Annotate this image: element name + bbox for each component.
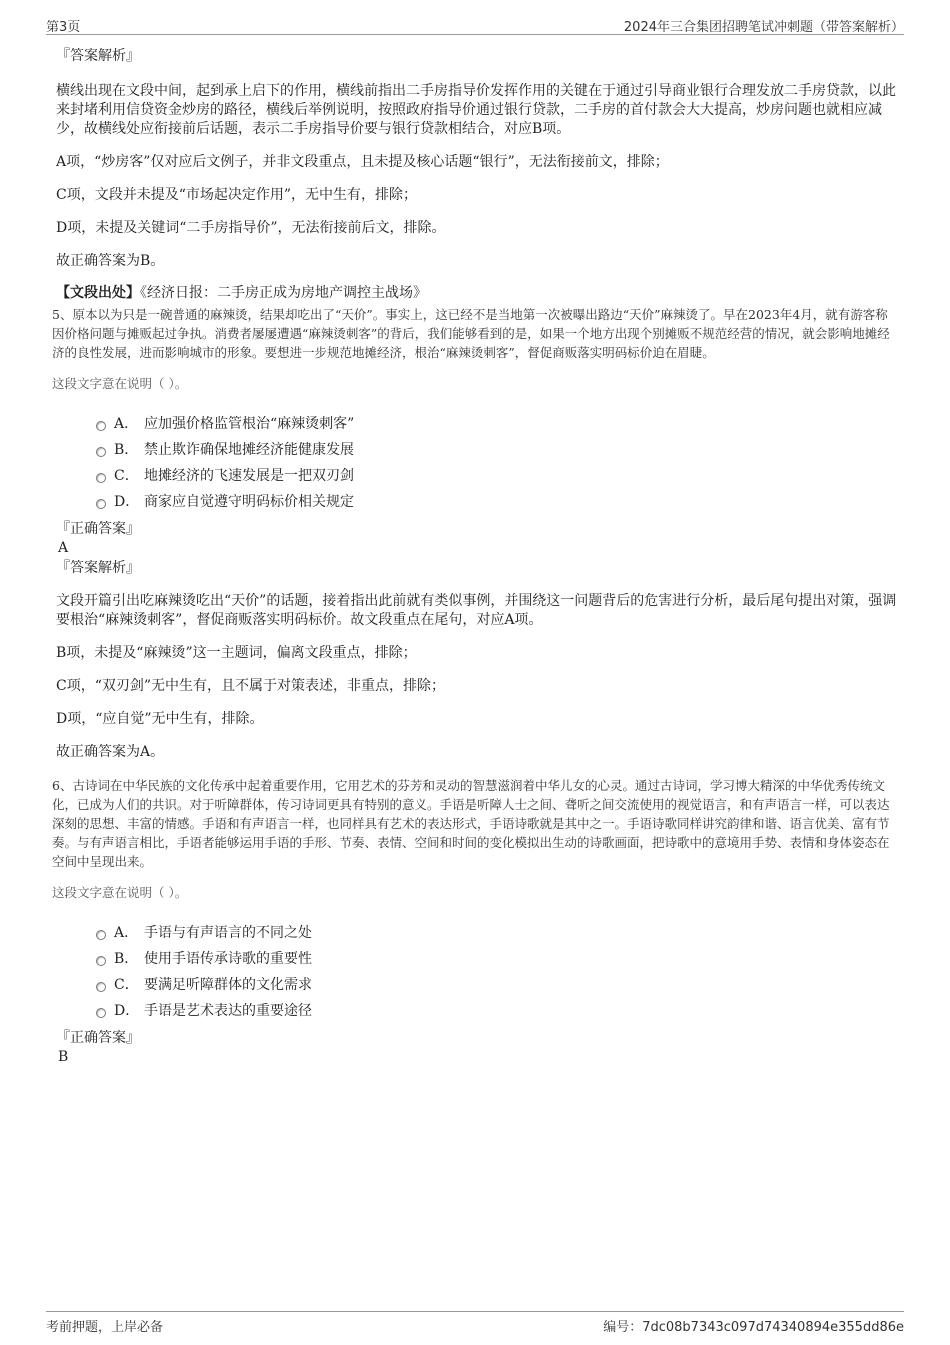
q6-correct-answer: B: [58, 1049, 69, 1065]
q4-source: [56, 283, 898, 303]
document-title: 2024年三合集团招聘笔试冲刺题（带答案解析）: [623, 20, 904, 35]
q6-correct-label: 『正确答案』: [56, 1030, 140, 1046]
q5-line-c: C项，“双刃剑”无中生有，且不属于对策表述，非重点，排除；: [56, 678, 446, 694]
q5-option-a[interactable]: A． 应加强价格监管根治“麻辣烫刺客”: [56, 411, 898, 437]
q4-line-d: D项，未提及关键词“二手房指导价”，无法衔接前后文，排除。: [56, 220, 446, 236]
q4-line-a: A项，“炒房客”仅对应后文例子，并非文段重点，且未提及核心话题“银行”，无法衔接前文，排除；: [56, 154, 669, 170]
q5-correct-answer: A: [58, 540, 69, 556]
radio-icon[interactable]: [96, 447, 106, 457]
q4-source-label: 【文段出处】: [56, 285, 140, 301]
q6-option-d[interactable]: D． 手语是艺术表达的重要途径: [56, 998, 898, 1024]
q5-option-b[interactable]: B． 禁止欺诈确保地摊经济能健康发展: [56, 437, 898, 463]
q4-conclusion: 故正确答案为B。: [56, 253, 165, 269]
q6-option-c[interactable]: C． 要满足听障群体的文化需求: [56, 972, 898, 998]
q5-line-d: D项，“应自觉”无中生有，排除。: [56, 711, 264, 727]
radio-icon[interactable]: [96, 421, 106, 431]
page-footer: [46, 1311, 904, 1334]
q5-option-c[interactable]: C． 地摊经济的飞速发展是一把双刃剑: [56, 463, 898, 489]
page-content: [52, 40, 898, 1067]
footer-slogan: 考前押题，上岸必备: [46, 1320, 164, 1335]
radio-icon[interactable]: [96, 956, 106, 966]
q4-explanation: 横线出现在文段中间，起到承上启下的作用，横线前指出二手房指导价发挥作用的关键在于通过引导商业银行合理发放二手房贷款，以此来封堵利用信贷资金炒房的路径，横线后举例说明，按照政府指导价通过银行贷款，二手房的首付款会大大提高，炒房问题也就相应减少，故横线处应衔接前后话题，表示二手房指导价要与银行贷款相结合，对应B项。: [56, 83, 896, 137]
radio-icon[interactable]: [96, 930, 106, 940]
radio-icon[interactable]: [96, 499, 106, 509]
q5-option-d[interactable]: D． 商家应自觉遵守明码标价相关规定: [56, 489, 898, 515]
page-header: [46, 14, 904, 35]
q5-options: [56, 411, 898, 515]
q5-conclusion: 故正确答案为A。: [56, 744, 165, 760]
page-number: 第3页: [46, 20, 81, 35]
q5-correct-label: 『正确答案』: [56, 521, 140, 537]
q6-question: 6、古诗词在中华民族的文化传承中起着重要作用，它用艺术的芬芳和灵动的智慧滋润着中华儿女的心灵。通过古诗词，学习博大精深的中华优秀传统文化，已成为人们的共识。对于听障群体，传习诗词更具有特别的意义。手语是听障人士之间、聋听之间交流使用的视觉语言，和有声语言一样，可以表达深刻的思想、丰富的情感。手语和有声语言一样，也同样具有艺术的表达形式，手语诗歌就是其中之一。手语诗歌同样讲究韵律和谐、语言优美、富有节奏。与有声语言相比，手语者能够运用手语的手形、节奏、表情、空间和时间的变化模拟出生动的诗歌画面，把诗歌中的意境用手势、表情和身体姿态在空间中呈现出来。: [52, 778, 890, 869]
document-id: 编号：7dc08b7343c097d74340894e355dd86e: [603, 1320, 904, 1335]
q5-question: 5、原本以为只是一碗普通的麻辣烫，结果却吃出了“天价”。事实上，这已经不是当地第一次被曝出路边“天价”麻辣烫了。早在2023年4月，就有游客称因价格问题与摊贩起过争执。消费者屡屡遭遇“麻辣烫刺客”的背后，我们能够看到的是，如果一个地方出现个别摊贩不规范经营的情况，就会影响地摊经济的良性发展，进而影响城市的形象。要想进一步规范地摊经济，根治“麻辣烫刺客”，督促商贩落实明码标价迫在眉睫。: [52, 307, 890, 360]
q6-option-a[interactable]: A． 手语与有声语言的不同之处: [56, 920, 898, 946]
q5-analysis-label: 『答案解析』: [56, 560, 140, 576]
radio-icon[interactable]: [96, 982, 106, 992]
q6-ask: 这段文字意在说明（ ）。: [52, 885, 188, 900]
q5-ask: 这段文字意在说明（ ）。: [52, 376, 188, 391]
q4-source-text: 《经济日报：二手房正成为房地产调控主战场》: [140, 285, 427, 301]
radio-icon[interactable]: [96, 473, 106, 483]
radio-icon[interactable]: [96, 1008, 106, 1018]
q4-line-c: C项，文段并未提及“市场起决定作用”，无中生有，排除；: [56, 187, 418, 203]
q6-options: [56, 920, 898, 1024]
q5-explanation: 文段开篇引出吃麻辣烫吃出“天价”的话题，接着指出此前就有类似事例，并围绕这一问题背后的危害进行分析，最后尾句提出对策，强调要根治“麻辣烫刺客”，督促商贩落实明码标价。故文段重点在尾句，对应A项。: [56, 593, 897, 628]
q5-line-b: B项，未提及“麻辣烫”这一主题词，偏离文段重点，排除；: [56, 645, 417, 661]
q6-option-b[interactable]: B． 使用手语传承诗歌的重要性: [56, 946, 898, 972]
q4-analysis-label: 『答案解析』: [56, 48, 140, 64]
